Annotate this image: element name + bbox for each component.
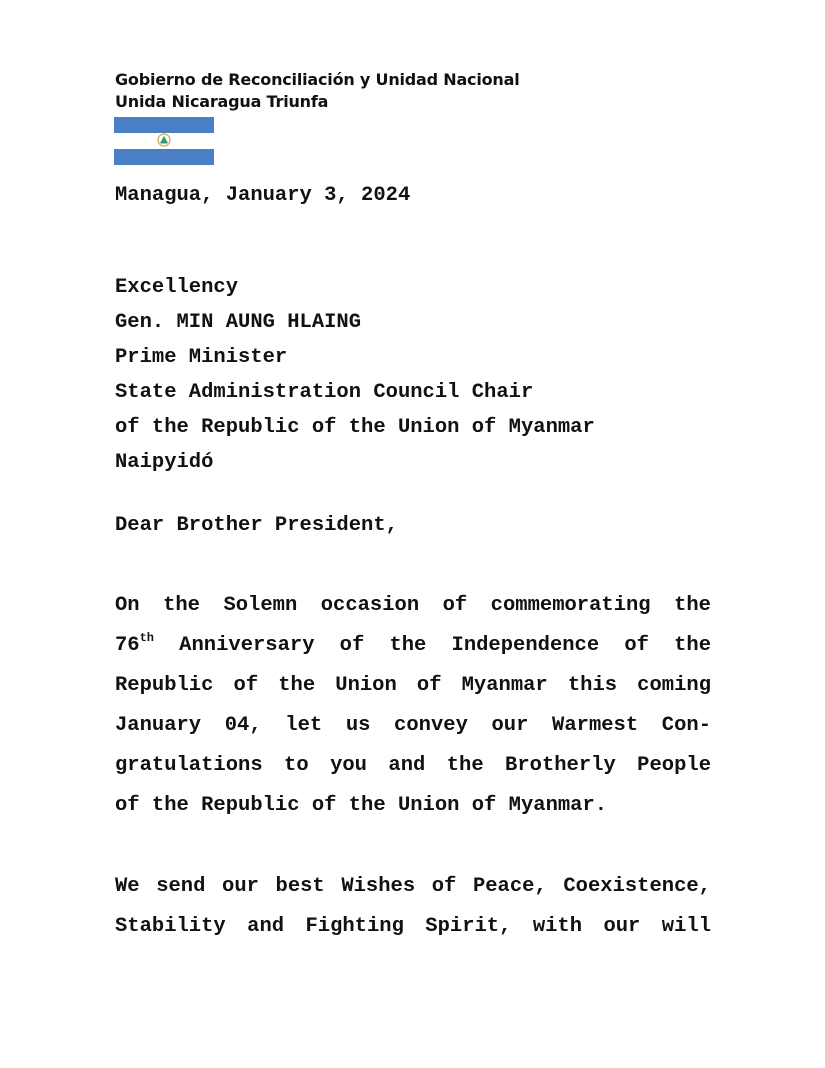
salutation: Dear Brother President,	[115, 514, 398, 537]
addressee-line: Excellency	[115, 276, 239, 299]
coat-of-arms-icon	[157, 133, 171, 147]
flag-bottom-stripe	[114, 149, 214, 165]
paragraph-line	[115, 626, 711, 666]
letterhead-motto: Unida Nicaragua Triunfa	[115, 92, 329, 111]
paragraph-line: On the Solemn occasion of commemorating the	[115, 594, 711, 617]
paragraph-line: January 04, let us convey our Warmest Con-	[115, 714, 711, 737]
paragraph-line: We send our best Wishes of Peace, Coexistence,	[115, 875, 711, 898]
body-paragraph-1	[115, 586, 711, 826]
nicaragua-flag-icon	[114, 117, 214, 165]
addressee-block	[115, 270, 595, 480]
anniversary-number: 76	[115, 634, 140, 657]
paragraph-line: gratulations to you and the Brotherly People	[115, 754, 711, 777]
body-paragraph-2	[115, 867, 711, 947]
flag-top-stripe	[114, 117, 214, 133]
ordinal-suffix: th	[139, 631, 155, 645]
paragraph-line-rest: Anniversary of the Independence of the	[154, 634, 711, 657]
paragraph-line: of the Republic of the Union of Myanmar.	[115, 794, 608, 817]
letterhead	[115, 69, 520, 113]
addressee-line: of the Republic of the Union of Myanmar	[115, 416, 595, 439]
addressee-line: Prime Minister	[115, 346, 288, 369]
addressee-line: Naipyidó	[115, 451, 214, 474]
paragraph-line: Stability and Fighting Spirit, with our will	[115, 915, 711, 938]
addressee-line: Gen. MIN AUNG HLAING	[115, 311, 362, 334]
paragraph-line: Republic of the Union of Myanmar this coming	[115, 674, 711, 697]
letterhead-government: Gobierno de Reconciliación y Unidad Nacional	[115, 70, 520, 89]
addressee-line: State Administration Council Chair	[115, 381, 534, 404]
letter-date: Managua, January 3, 2024	[115, 184, 411, 207]
flag-middle-stripe	[114, 133, 214, 149]
